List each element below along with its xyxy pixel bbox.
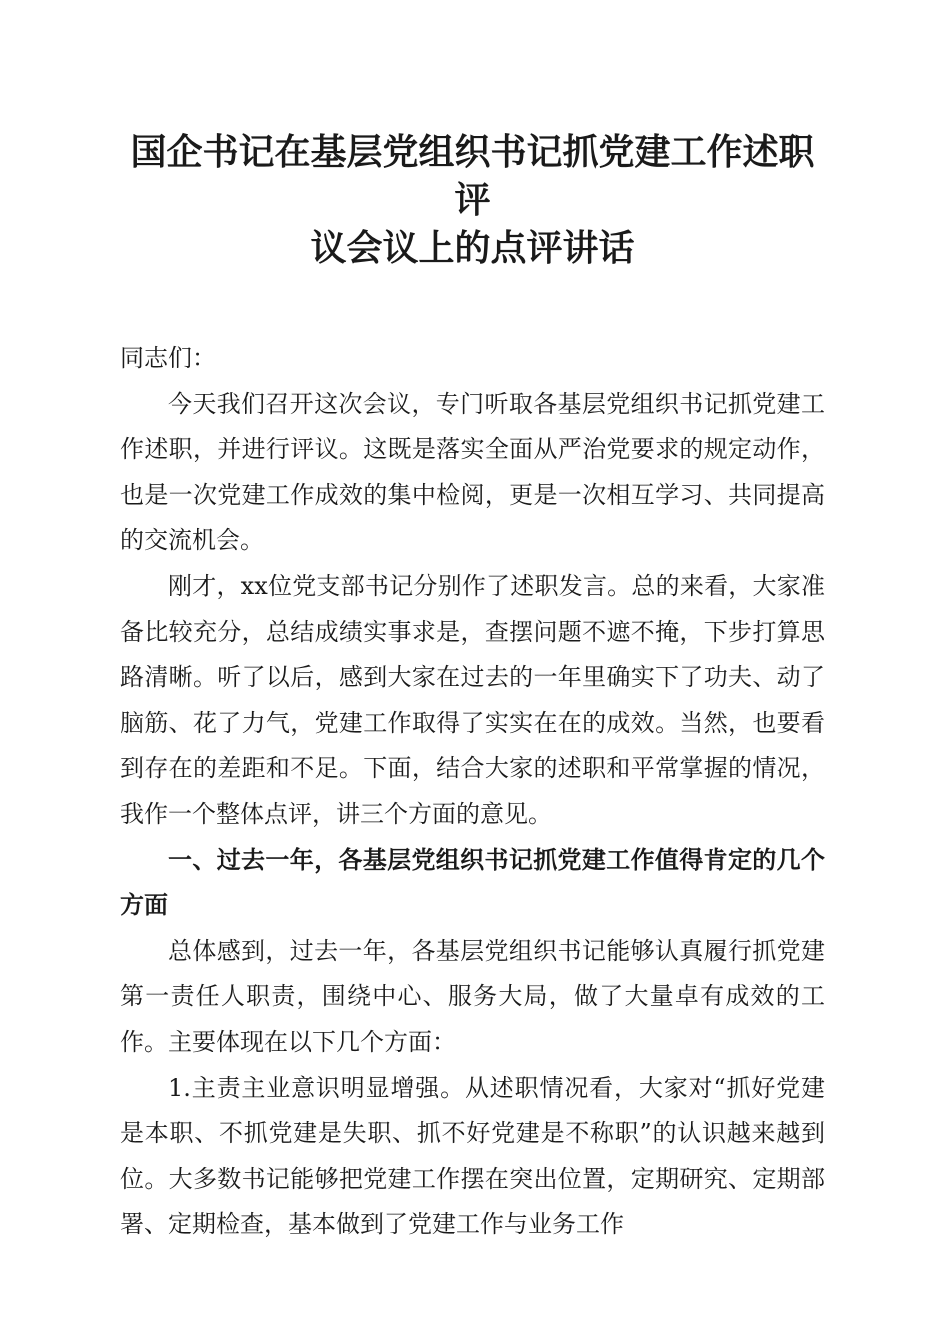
document-page [120,128,825,1248]
paragraph-3: 总体感到，过去一年，各基层党组织书记能够认真履行抓党建第一责任人职责，围绕中心、服务大局，做了大量卓有成效的工作。主要体现在以下几个方面： [120,936,825,1056]
section-heading-1: 一、过去一年，各基层党组织书记抓党建工作值得肯定的几个方面 [120,845,825,920]
document-body [120,336,825,1248]
paragraph-1: 今天我们召开这次会议，专门听取各基层党组织书记抓党建工作述职，并进行评议。这既是落实全面从严治党要求的规定动作，也是一次党建工作成效的集中检阅，更是一次相互学习、共同提高的交流机会。 [120,389,825,555]
paragraph-4: 1.主责主业意识明显增强。从述职情况看，大家对“抓好党建是本职、不抓党建是失职、抓不好党建是不称职”的认识越来越到位。大多数书记能够把党建工作摆在突出位置，定期研究、定期部署、定期检查，基本做到了党建工作与业务工作 [120,1073,825,1239]
paragraph-2: 刚才，xx位党支部书记分别作了述职发言。总的来看，大家准备比较充分，总结成绩实事求是，查摆问题不遮不掩，下步打算思路清晰。听了以后，感到大家在过去的一年里确实下了功夫、动了脑筋、花了力气，党建工作取得了实实在在的成效。当然，也要看到存在的差距和不足。下面，结合大家的述职和平常掌握的情况，我作一个整体点评，讲三个方面的意见。 [120,571,825,828]
salutation: 同志们： [120,344,216,372]
title-line-1: 国企书记在基层党组织书记抓党建工作述职评 [130,131,815,221]
document-title [120,128,825,272]
title-line-2: 议会议上的点评讲话 [310,227,635,269]
